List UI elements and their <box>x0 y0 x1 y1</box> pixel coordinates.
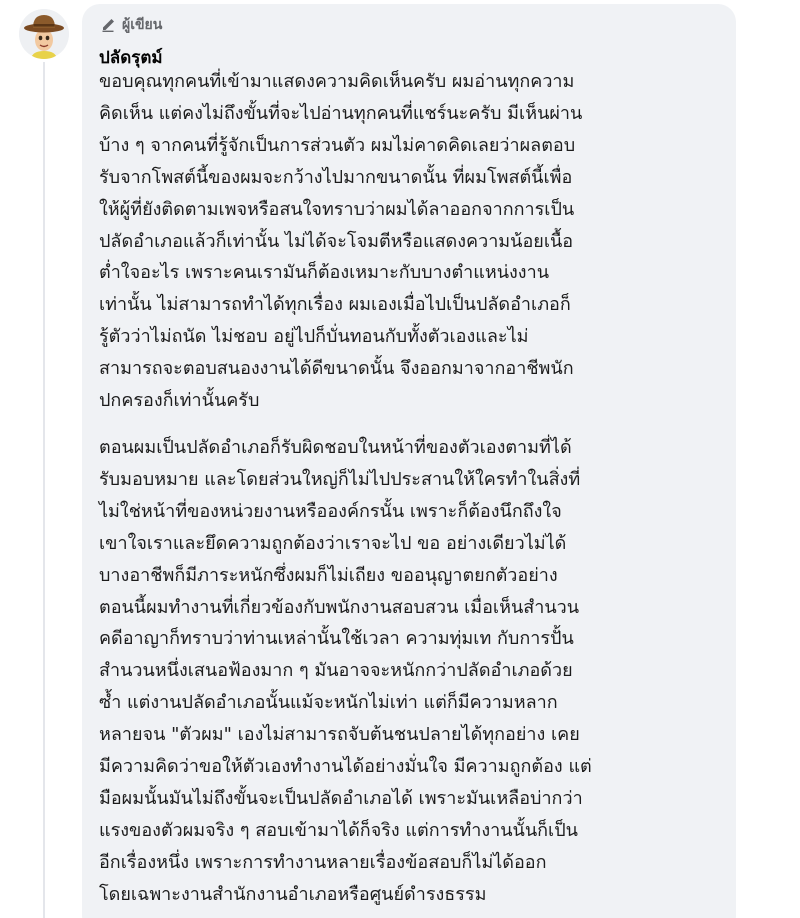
pen-icon <box>100 16 118 34</box>
author-badge-label: ผู้เขียน <box>122 17 163 33</box>
avatar[interactable] <box>19 9 69 59</box>
comment-paragraph-1: ขอบคุณทุกคนที่เข้ามาแสดงความคิดเห็นครับ ผมอ่านทุกความ คิดเห็น แต่คงไม่ถึงขั้นที่จะไปอ่านทุกคนที่แชร์นะครับ มีเห็นผ่าน บ้าง ๆ จากคนที่รู้จักเป็นการส่วนตัว ผมไม่คาดคิดเลยว่าผลตอบ รับจากโพสต์นี้ของผมจะกว้างไปมากขนาดนั้น ที่ผมโพสต์นี้เพื่อ ให้ผู้ที่ยังติดตามเพจหรือสนใจทราบว่าผมได้ลาออกจากการเป็น ปลัดอำเภอแล้วก็เท่านั้น ไม่ได้จะโจมตีหรือแสดงความน้อยเนื้อ ต่ำใจอะไร เพราะคนเรามันก็ต้องเหมาะกับบางตำแหน่งงาน เท่านั้น ไม่สามารถทำได้ทุกเรื่อง ผมเองเมื่อไปเป็นปลัดอำเภอก็ รู้ตัวว่าไม่ถนัด ไม่ชอบ อยู่ไปก็บั่นทอนกับทั้งตัวเองและไม่ สามารถจะตอบสนองงานได้ดีขนาดนั้น จึงออกมาจากอาชีพนัก ปกครองก็เท่านั้นครับ <box>99 71 583 412</box>
commenter-name[interactable]: ปลัดรุตม์ <box>99 48 163 68</box>
author-badge-row <box>100 14 162 36</box>
thread-connector-line <box>43 62 45 918</box>
comment-paragraph-2: ตอนผมเป็นปลัดอำเภอก็รับผิดชอบในหน้าที่ของตัวเองตามที่ได้ รับมอบหมาย และโดยส่วนใหญ่ก็ไม่ไปประสานให้ใครทำในสิ่งที่ ไม่ใช่หน้าที่ของหน่วยงานหรือองค์กรนั้น เพราะก็ต้องนึกถึงใจ เขาใจเราและยึดความถูกต้องว่าเราจะไป ขอ อย่างเดียวไม่ได้ บางอาชีพก็มีภาระหนักซึ่งผมก็ไม่เถียง ขออนุญาตยกตัวอย่าง ตอนนี้ผมทำงานที่เกี่ยวข้องกับพนักงานสอบสวน เมื่อเห็นสำนวน คดีอาญาก็ทราบว่าท่านเหล่านั้นใช้เวลา ความทุ่มเท กับการปั้น สำนวนหนึ่งเสนอฟ้องมาก ๆ มันอาจจะหนักกว่าปลัดอำเภอด้วย ซ้ำ แต่งานปลัดอำเภอนั้นแม้จะหนักไม่เท่า แต่ก็มีความหลาก หลายจน "ตัวผม" เองไม่สามารถจับต้นชนปลายได้ทุกอย่าง เคย มีความคิดว่าขอให้ตัวเองทำงานได้อย่างมั่นใจ มีความถูกต้อง แต่ มือผมนั้นมันไม่ถึงขั้นจะเป็นปลัดอำเภอได้ เพราะมันเหลือบ่ากว่า แรงของตัวผมจริง ๆ สอบเข้ามาได้ก็จริง แต่การทำงานนั้นก็เป็น อีกเรื่องหนึ่ง เพราะการทำงานหลายเรื่องข้อสอบก็ไม่ได้ออก โดยเฉพาะงานสำนักงานอำเภอหรือศูนย์ดำรงธรรม <box>99 437 592 905</box>
cowboy-avatar-icon <box>19 9 69 59</box>
